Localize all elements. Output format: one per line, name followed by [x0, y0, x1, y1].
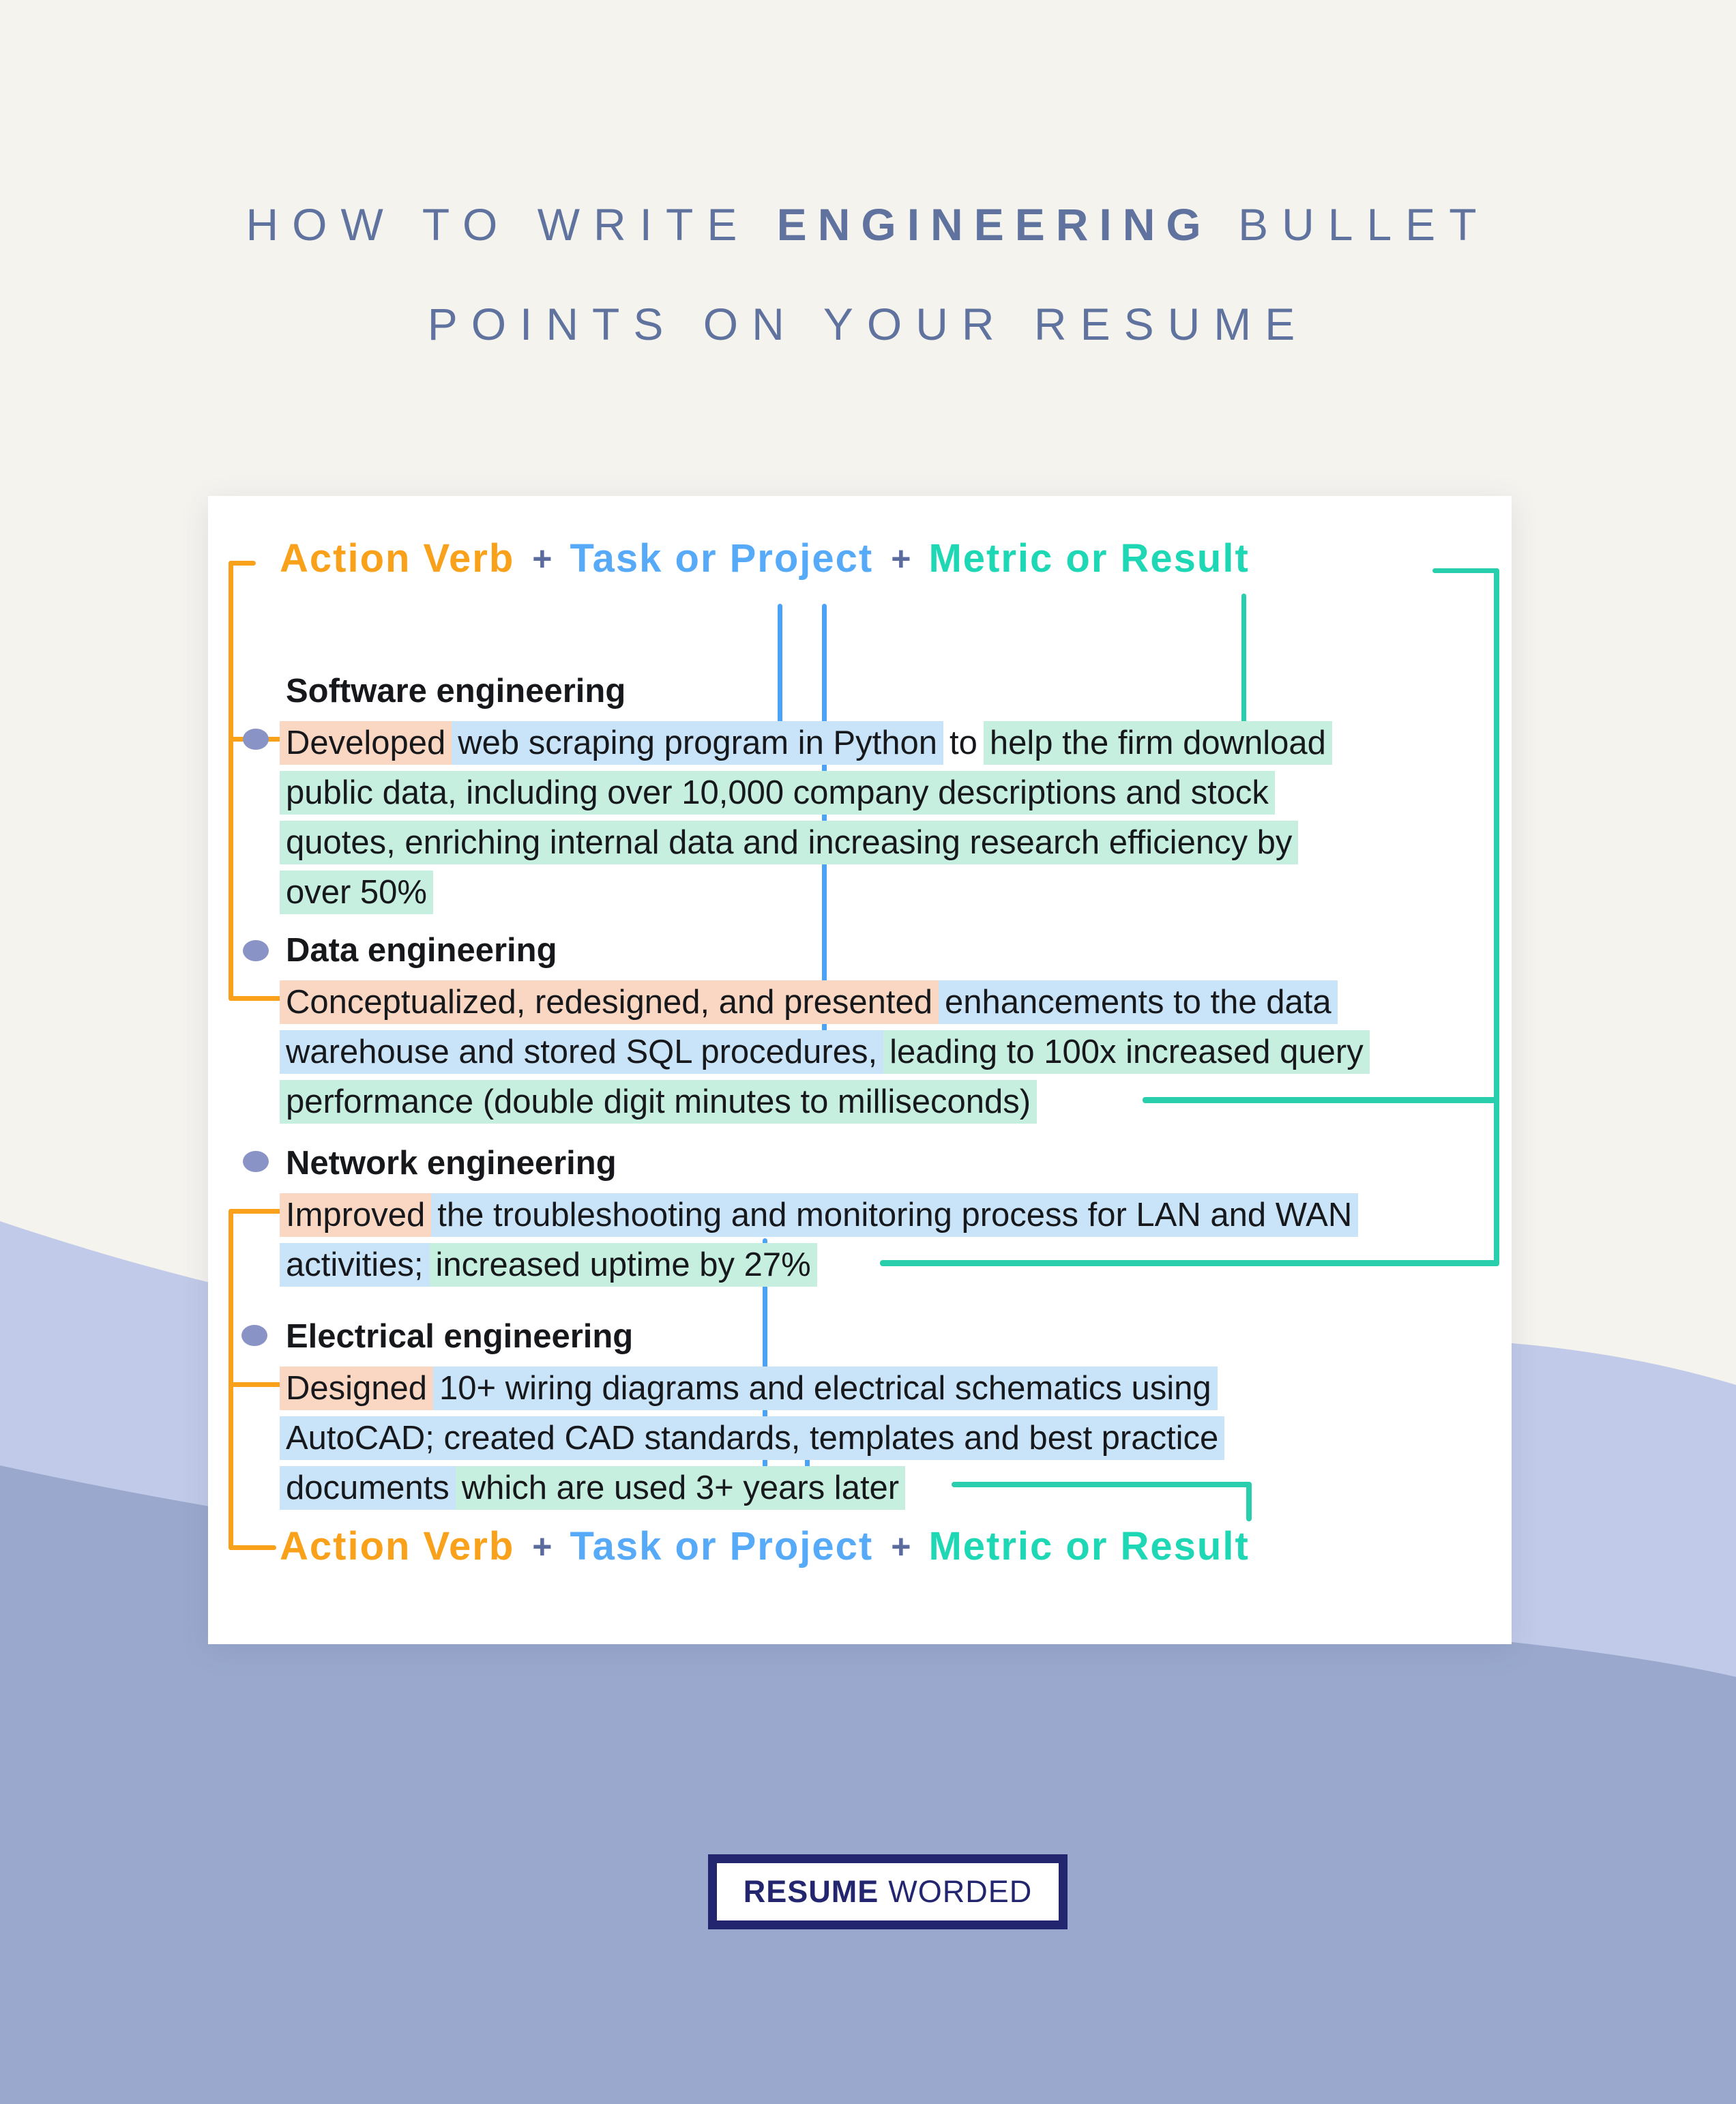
bullet-text-segment: Designed [280, 1367, 433, 1410]
action-connector-branch-designed [229, 1382, 284, 1387]
page-title-emphasis: ENGINEERING [776, 199, 1212, 250]
bullet-dot-icon [241, 1325, 267, 1346]
action-connector-vertical-2 [229, 1209, 233, 1550]
bullet-text-segment: activities; [280, 1243, 430, 1287]
bullet-text-segment: over 50% [280, 871, 433, 914]
page-title-line2: POINTS ON YOUR RESUME [427, 299, 1309, 349]
bullet-text-segment: AutoCAD; created CAD standards, templates and best practice [280, 1416, 1224, 1460]
bullet-section [280, 1139, 1358, 1288]
bullet-line [280, 816, 1332, 866]
bullet-line [280, 1025, 1370, 1075]
bullet-line [280, 976, 1370, 1025]
bullet-line [280, 866, 1332, 916]
metric-connector-years-vertical [1246, 1482, 1252, 1521]
bullet-text-segment: leading to 100x increased query [883, 1030, 1370, 1074]
bullet-text-segment: Developed [280, 721, 452, 765]
action-verb-label-bottom: Action Verb [280, 1524, 515, 1568]
bullet-text-segment: quotes, enriching internal data and increasing research efficiency by [280, 821, 1298, 864]
bullet-line [280, 766, 1332, 816]
action-verb-label-top: Action Verb [280, 536, 515, 581]
bullet-text-segment: the troubleshooting and monitoring process for LAN and WAN [431, 1193, 1358, 1237]
bullet-line [280, 1238, 1358, 1288]
bullet-dot-icon [243, 1151, 269, 1172]
bullet-dot-icon [243, 940, 269, 961]
bullet-line [280, 1188, 1358, 1238]
section-heading: Data engineering [286, 932, 557, 969]
bullet-text-segment: help the firm download [984, 721, 1332, 765]
action-connector-vertical [229, 561, 233, 1001]
action-connector-bottom-hook [229, 1545, 276, 1550]
bullet-section [280, 667, 1332, 916]
task-project-label-bottom: Task or Project [570, 1524, 874, 1568]
bullet-text-segment: enhancements to the data [939, 980, 1338, 1024]
plus-sign: + [891, 1527, 911, 1566]
bullet-line [280, 1461, 1224, 1511]
bullet-dot-icon [243, 729, 269, 750]
metric-connector-right-hook [1432, 568, 1499, 573]
bullet-text-segment: warehouse and stored SQL procedures, [280, 1030, 883, 1074]
page-title-line1: HOW TO WRITE ENGINEERING BULLET [246, 199, 1490, 250]
formula-header [280, 536, 1250, 581]
plus-sign: + [532, 1527, 553, 1566]
bullet-text-segment: to [949, 725, 977, 762]
action-connector-branch-conceptualized [229, 996, 284, 1001]
formula-footer [280, 1523, 1250, 1569]
brand-logo [708, 1854, 1068, 1929]
bullet-line [280, 1412, 1224, 1461]
bullet-text-segment: web scraping program in Python [452, 721, 943, 765]
bullet-text-segment: which are used 3+ years later [456, 1466, 905, 1510]
bullet-text-segment: Conceptualized, redesigned, and presented [280, 980, 939, 1024]
page-title [0, 175, 1736, 374]
bullet-text-segment: 10+ wiring diagrams and electrical schematics using [433, 1367, 1218, 1410]
bullet-text-segment: documents [280, 1466, 456, 1510]
plus-sign: + [532, 539, 553, 578]
plus-sign: + [891, 539, 911, 578]
bullet-text-segment: performance (double digit minutes to milliseconds) [280, 1080, 1037, 1124]
metric-result-label-bottom: Metric or Result [928, 1524, 1250, 1568]
action-connector-branch-improved [229, 1209, 284, 1214]
example-card [208, 496, 1512, 1644]
metric-connector-right-vertical [1494, 568, 1499, 1266]
bullet-line [280, 1362, 1224, 1412]
metric-result-label-top: Metric or Result [928, 536, 1250, 581]
brand-logo-bold: RESUME [743, 1874, 879, 1909]
section-heading: Software engineering [286, 673, 626, 710]
bullet-section [280, 926, 1370, 1125]
section-heading: Electrical engineering [286, 1318, 634, 1355]
bullet-text-segment: increased uptime by 27% [430, 1243, 817, 1287]
section-heading: Network engineering [286, 1145, 617, 1182]
bullet-section [280, 1312, 1224, 1511]
brand-logo-regular: WORDED [888, 1874, 1033, 1909]
bullet-line [280, 1075, 1370, 1125]
bullet-text-segment: public data, including over 10,000 company descriptions and stock [280, 771, 1275, 815]
bullet-text-segment: Improved [280, 1193, 431, 1237]
task-project-label-top: Task or Project [570, 536, 874, 581]
bullet-line [280, 716, 1332, 766]
